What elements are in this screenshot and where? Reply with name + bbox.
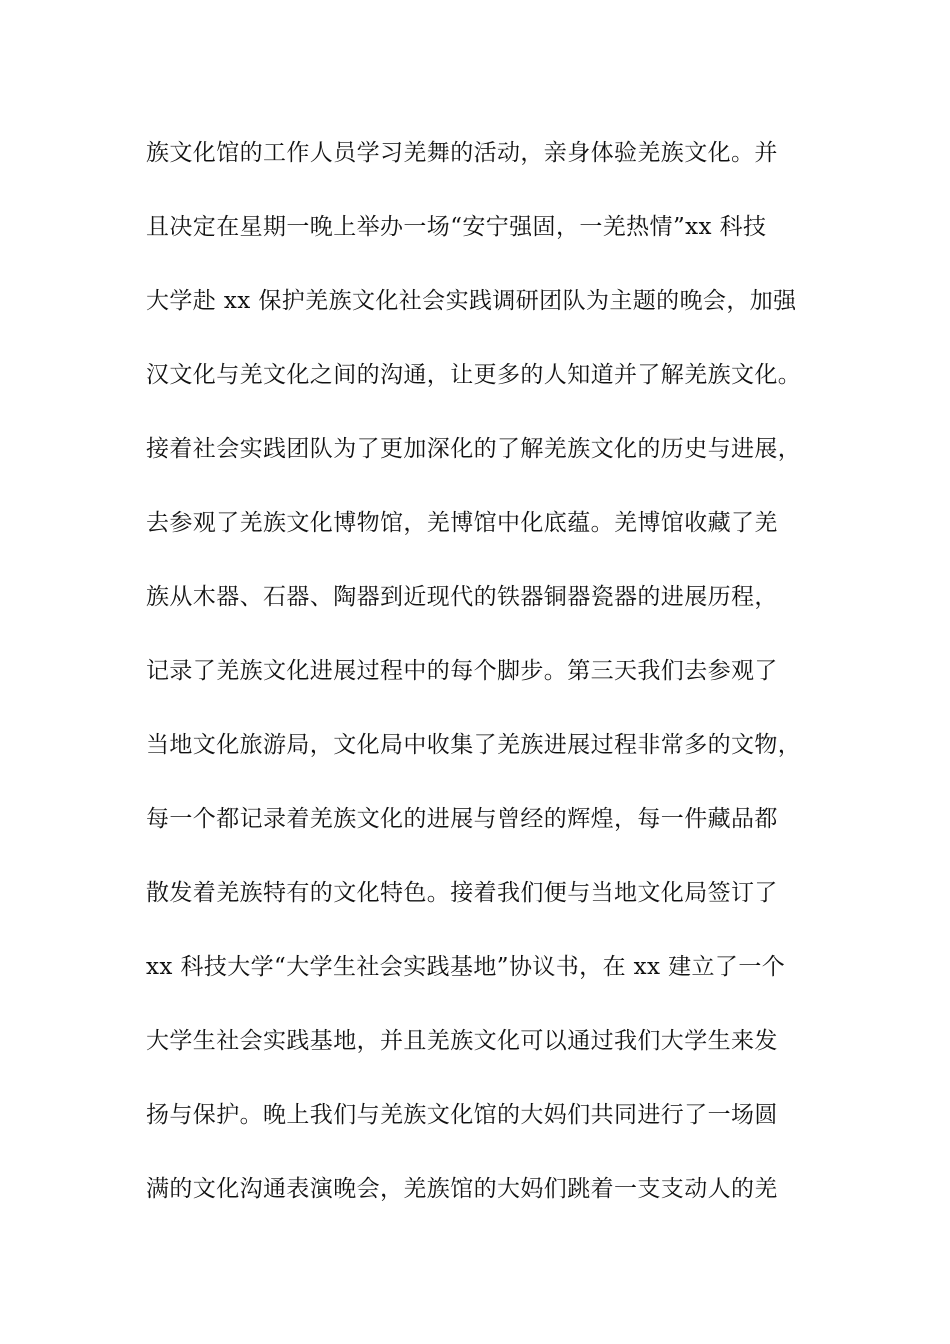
text-line: 汉文化与羌文化之间的沟通，让更多的人知道并了解羌族文化。 bbox=[146, 362, 802, 388]
text-line: 记录了羌族文化进展过程中的每个脚步。第三天我们去参观了 bbox=[146, 658, 778, 684]
text-line: 每一个都记录着羌族文化的进展与曾经的辉煌，每一件藏品都 bbox=[146, 806, 778, 832]
text-line: 接着社会实践团队为了更加深化的了解羌族文化的历史与进展， bbox=[146, 436, 802, 462]
body-text bbox=[146, 133, 826, 1243]
text-line: 去参观了羌族文化博物馆，羌博馆中化底蕴。羌博馆收藏了羌 bbox=[146, 510, 778, 536]
text-line: 大学赴 xx 保护羌族文化社会实践调研团队为主题的晚会，加强 bbox=[146, 288, 797, 314]
text-line: 大学生社会实践基地，并且羌族文化可以通过我们大学生来发 bbox=[146, 1028, 778, 1054]
text-line: 族文化馆的工作人员学习羌舞的活动，亲身体验羌族文化。并 bbox=[146, 140, 778, 166]
text-line: xx 科技大学“大学生社会实践基地”协议书，在 xx 建立了一个 bbox=[146, 954, 786, 980]
text-line: 且决定在星期一晚上举办一场“安宁强固，一羌热情”xx 科技 bbox=[146, 214, 767, 240]
text-line: 族从木器、石器、陶器到近现代的铁器铜器瓷器的进展历程， bbox=[146, 584, 778, 610]
text-line: 满的文化沟通表演晚会，羌族馆的大妈们跳着一支支动人的羌 bbox=[146, 1176, 778, 1202]
text-line: 当地文化旅游局，文化局中收集了羌族进展过程非常多的文物， bbox=[146, 732, 802, 758]
text-line: 散发着羌族特有的文化特色。接着我们便与当地文化局签订了 bbox=[146, 880, 778, 906]
text-line: 扬与保护。晚上我们与羌族文化馆的大妈们共同进行了一场圆 bbox=[146, 1102, 778, 1128]
